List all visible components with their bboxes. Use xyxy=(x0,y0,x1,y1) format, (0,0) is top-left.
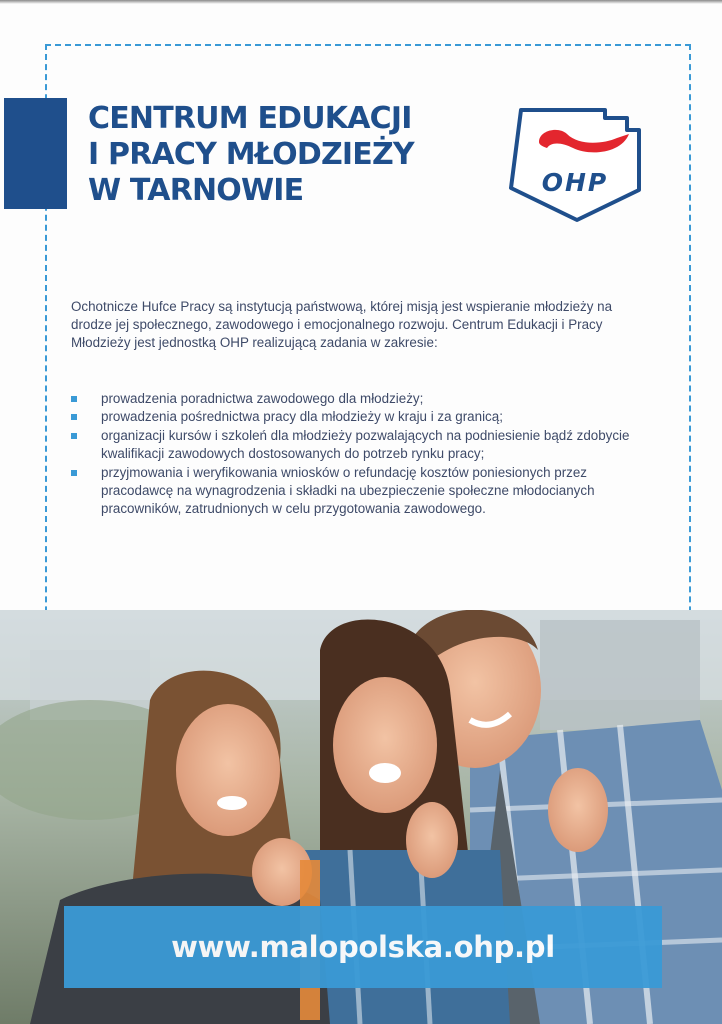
page-title xyxy=(88,101,488,209)
bullet-square-icon xyxy=(71,470,77,476)
list-item-text: organizacji kursów i szkoleń dla młodzieży pozwalających na podniesienie bądź zdobycie kwalifikacji zawodowych dostosowanych do potrzeb rynku pracy; xyxy=(101,427,630,462)
list-item-text: przyjmowania i weryfikowania wniosków o refundację kosztów poniesionych przez pracodawcę na wynagrodzenia i składki na ubezpieczenie społeczne młodocianych pracowników, zatrudnionych w celu przygotowania zawodowego. xyxy=(101,464,595,517)
title-accent-block xyxy=(4,98,67,209)
logo-text: OHP xyxy=(541,168,609,197)
bullet-square-icon xyxy=(71,396,77,402)
title-line-2: I PRACY MŁODZIEŻY xyxy=(88,137,414,172)
ohp-logo xyxy=(505,96,643,234)
list-item xyxy=(71,408,661,426)
list-item xyxy=(71,427,661,464)
intro-paragraph: Ochotnicze Hufce Pracy są instytucją państwową, której misją jest wspieranie młodzieży na drodze jej społecznego, zawodowego i emocjonalnego rozwoju. Centrum Edukacji i Pracy Młodzieży jest jednostką OHP realizującą zadania w zakresie: xyxy=(71,299,613,350)
list-item-text: prowadzenia poradnictwa zawodowego dla młodzieży; xyxy=(101,391,424,406)
bullet-square-icon xyxy=(71,433,77,439)
title-line-3: W TARNOWIE xyxy=(88,173,304,208)
task-list xyxy=(71,390,661,519)
website-banner xyxy=(64,906,662,988)
website-link[interactable]: www.malopolska.ohp.pl xyxy=(171,930,555,964)
bullet-square-icon xyxy=(71,414,77,420)
list-item xyxy=(71,464,661,519)
scan-edge-shadow xyxy=(0,0,722,4)
list-item xyxy=(71,390,661,408)
title-line-1: CENTRUM EDUKACJI xyxy=(88,101,412,136)
list-item-text: prowadzenia pośrednictwa pracy dla młodzieży w kraju i za granicą; xyxy=(101,409,503,425)
